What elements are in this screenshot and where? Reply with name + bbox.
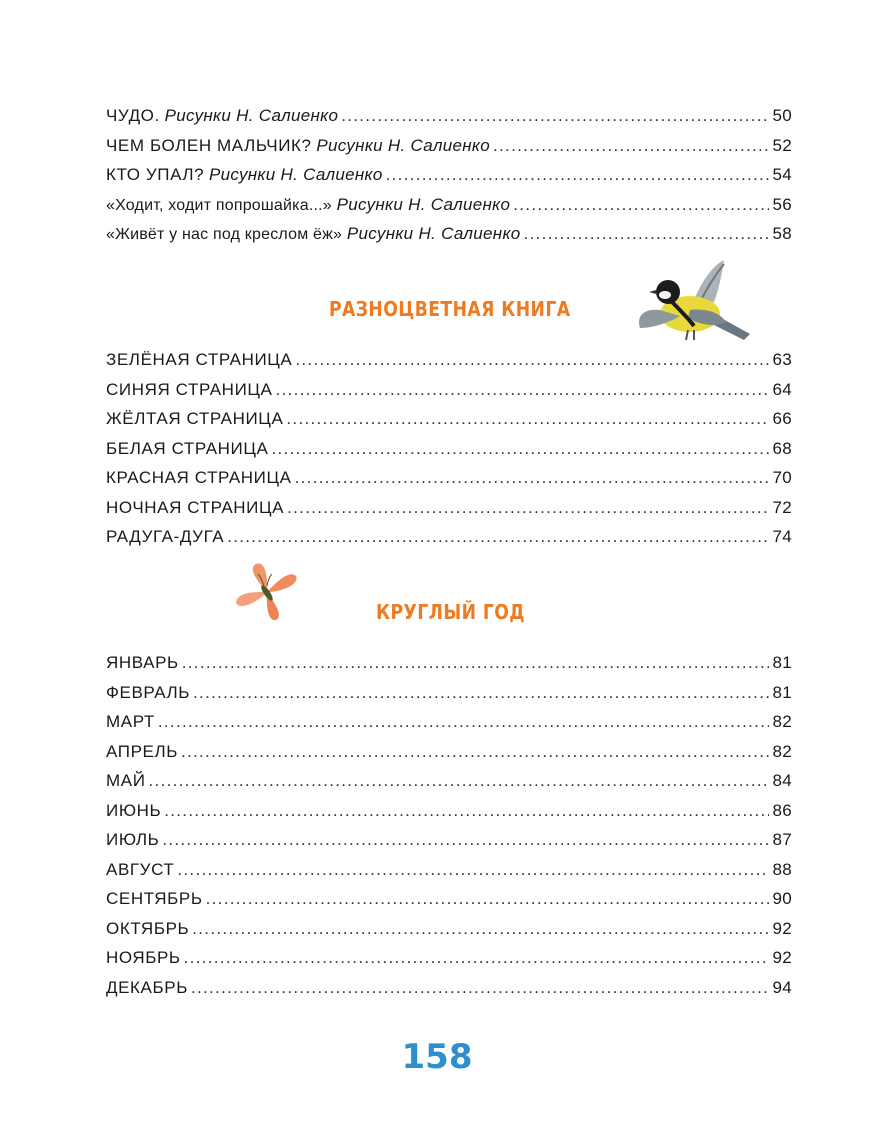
leader-dots: [287, 493, 769, 523]
titmouse-bird-illustration: [630, 258, 754, 344]
toc-entry[interactable]: [106, 345, 792, 375]
entry-title: РАДУГА-ДУГА: [106, 527, 225, 546]
entry-page: 94: [772, 977, 792, 997]
entry-page: 72: [772, 497, 792, 517]
entry-page: 64: [772, 379, 792, 399]
entry-title: КРАСНАЯ СТРАНИЦА: [106, 468, 292, 487]
entry-title: МАЙ: [106, 771, 146, 790]
toc-entry[interactable]: [106, 943, 792, 973]
entry-title: ИЮНЬ: [106, 800, 162, 820]
entry-title: ФЕВРАЛЬ: [106, 682, 191, 702]
entry-page: 90: [772, 889, 792, 908]
leader-dots: [276, 375, 770, 405]
leader-dots: [192, 914, 769, 944]
leader-dots: [493, 131, 769, 161]
toc-entry[interactable]: [106, 914, 792, 944]
toc-entry[interactable]: [106, 101, 792, 131]
leader-dots: [513, 190, 769, 220]
toc-entry[interactable]: [106, 678, 792, 708]
entry-title: СИНЯЯ СТРАНИЦА: [106, 379, 273, 399]
leader-dots: [182, 648, 770, 678]
entry-title: АВГУСТ: [106, 859, 175, 879]
entry-title: БЕЛАЯ СТРАНИЦА: [106, 438, 269, 458]
entry-title: МАРТ: [106, 712, 155, 731]
page-number: 158: [401, 1037, 473, 1077]
toc-entry[interactable]: [106, 825, 792, 855]
entry-title: СЕНТЯБРЬ: [106, 889, 203, 908]
entry-title: ЖЁЛТАЯ СТРАНИЦА: [106, 409, 284, 428]
entry-author: Рисунки Н. Салиенко: [336, 194, 511, 214]
entry-page: 68: [772, 438, 792, 458]
leader-dots: [271, 434, 769, 464]
toc-entry[interactable]: [106, 796, 792, 826]
entry-page: 52: [772, 135, 792, 155]
entry-page: 74: [772, 527, 792, 546]
entry-page: 88: [772, 859, 792, 879]
toc-entry[interactable]: [106, 707, 792, 737]
leader-dots: [164, 796, 769, 826]
entry-page: 84: [772, 771, 792, 790]
entry-page: 63: [772, 350, 792, 369]
toc-entry[interactable]: [106, 434, 792, 464]
section-heading-colorful-book: РАЗНОЦВЕТНАЯ КНИГА: [329, 297, 571, 321]
entry-title: «Ходит, ходит попрошайка...»: [106, 196, 332, 214]
entry-page: 92: [772, 948, 792, 967]
leader-dots: [149, 766, 770, 796]
entry-title: ЯНВАРЬ: [106, 653, 179, 672]
entry-page: 81: [772, 682, 792, 702]
butterfly-illustration: [234, 562, 300, 622]
leader-dots: [193, 678, 769, 708]
toc-entry[interactable]: [106, 648, 792, 678]
leader-dots: [184, 943, 770, 973]
entry-title: ДЕКАБРЬ: [106, 977, 188, 997]
toc-entry[interactable]: [106, 884, 792, 914]
toc-entry[interactable]: [106, 131, 792, 161]
toc-section-1: [106, 101, 792, 249]
leader-dots: [158, 707, 770, 737]
entry-author: Рисунки Н. Салиенко: [208, 165, 383, 184]
entry-page: 50: [772, 106, 792, 125]
leader-dots: [295, 463, 770, 493]
toc-entry[interactable]: [106, 375, 792, 405]
entry-title: «Живёт у нас под креслом ёж»: [106, 226, 343, 243]
entry-title: ЗЕЛЁНАЯ СТРАНИЦА: [106, 350, 293, 369]
entry-page: 87: [772, 830, 792, 849]
entry-author: Рисунки Н. Салиенко: [346, 224, 521, 243]
leader-dots: [286, 404, 769, 434]
toc-entry[interactable]: [106, 190, 792, 220]
toc-entry[interactable]: [106, 463, 792, 493]
toc-entry[interactable]: [106, 493, 792, 523]
entry-page: 82: [772, 712, 792, 731]
toc-entry[interactable]: [106, 522, 792, 552]
leader-dots: [524, 219, 770, 249]
toc-entry[interactable]: [106, 855, 792, 885]
leader-dots: [191, 973, 770, 1003]
entry-page: 56: [772, 194, 792, 214]
toc-entry[interactable]: [106, 973, 792, 1003]
toc-entry[interactable]: [106, 219, 792, 249]
toc-section-3: [106, 648, 792, 1002]
entry-page: 86: [772, 800, 792, 820]
leader-dots: [181, 737, 770, 767]
leader-dots: [162, 825, 769, 855]
entry-page: 92: [772, 918, 792, 938]
leader-dots: [227, 522, 769, 552]
leader-dots: [206, 884, 770, 914]
entry-page: 66: [772, 409, 792, 428]
toc-entry[interactable]: [106, 737, 792, 767]
section-heading-round-year: КРУГЛЫЙ ГОД: [376, 600, 526, 624]
entry-title: ЧЕМ БОЛЕН МАЛЬЧИК?: [106, 135, 312, 155]
leader-dots: [341, 101, 769, 131]
entry-page: 54: [772, 165, 792, 184]
entry-title: ИЮЛЬ: [106, 830, 160, 849]
entry-author: Рисунки Н. Салиенко: [316, 135, 491, 155]
leader-dots: [177, 855, 769, 885]
entry-title: КТО УПАЛ?: [106, 165, 205, 184]
entry-title: НОЧНАЯ СТРАНИЦА: [106, 497, 285, 517]
entry-title: АПРЕЛЬ: [106, 741, 178, 761]
entry-page: 81: [772, 653, 792, 672]
entry-page: 58: [772, 224, 792, 243]
entry-title: ОКТЯБРЬ: [106, 918, 190, 938]
entry-author: Рисунки Н. Салиенко: [164, 106, 339, 125]
toc-entry[interactable]: [106, 404, 792, 434]
toc-section-2: [106, 345, 792, 552]
entry-page: 82: [772, 741, 792, 761]
entry-page: 70: [772, 468, 792, 487]
toc-entry[interactable]: [106, 766, 792, 796]
entry-title: ЧУДО.: [106, 106, 160, 125]
entry-title: НОЯБРЬ: [106, 948, 181, 967]
leader-dots: [295, 345, 769, 375]
toc-entry[interactable]: [106, 160, 792, 190]
leader-dots: [386, 160, 770, 190]
